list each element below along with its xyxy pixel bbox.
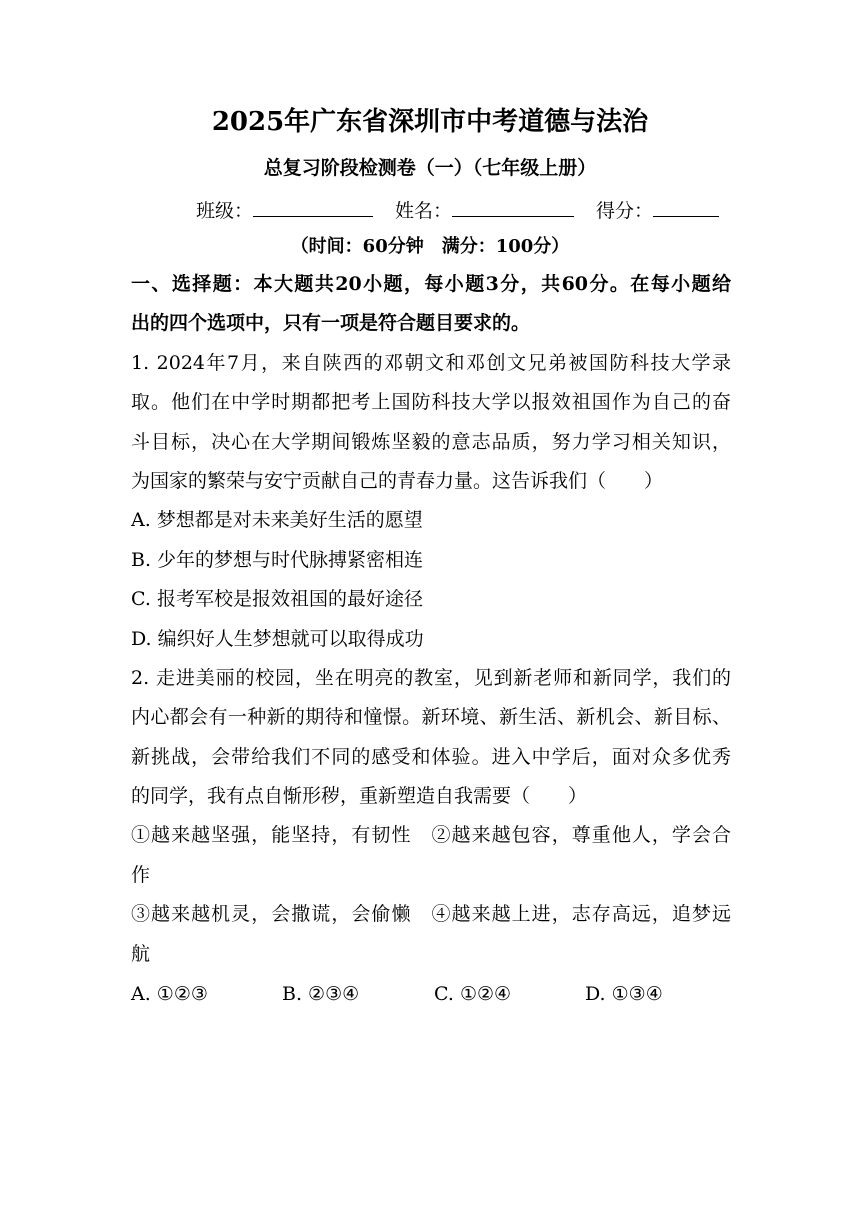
q2-stem-line: 的同学，我有点自惭形秽，重新塑造自我需要（ ）	[131, 785, 588, 808]
q2-option-d[interactable]: D. ①③④	[585, 983, 663, 1005]
exam-title: 2025年广东省深圳市中考道德与法治	[211, 107, 649, 137]
q2-statement-line: 作	[131, 863, 151, 886]
section1-block	[131, 265, 731, 974]
section1-heading-line: 出的四个选项中，只有一项是符合题目要求的。	[131, 312, 531, 335]
section1-heading-line: 一、选择题：本大题共20小题，每小题3分，共60分。在每小题给	[131, 273, 731, 295]
class-blank[interactable]	[253, 194, 373, 217]
class-label: 班级：	[196, 200, 254, 222]
q2-stem-line: 新挑战，会带给我们不同的感受和体验。进入中学后，面对众多优秀	[131, 745, 731, 768]
q2-option-c[interactable]: C. ①②④	[434, 983, 512, 1005]
q2-statement-line: ③越来越机灵，会撒谎，会偷懒 ④越来越上进，志存高远，追梦远	[131, 903, 731, 926]
q2-statement-line: 航	[131, 942, 151, 965]
name-label: 姓名：	[395, 200, 453, 222]
q1-option-a[interactable]: A. 梦想都是对未来美好生活的愿望	[131, 509, 423, 532]
score-label: 得分：	[596, 200, 654, 222]
q2-option-a[interactable]: A. ①②③	[131, 983, 208, 1005]
q2-option-b[interactable]: B. ②③④	[282, 983, 360, 1005]
q2-statement-line: ①越来越坚强，能坚持，有韧性 ②越来越包容，尊重他人，学会合	[131, 824, 731, 847]
q1-stem-line: 取。他们在中学时期都把考上国防科技大学以报效祖国作为自己的奋	[131, 391, 731, 414]
q2-stem-line: 内心都会有一种新的期待和憧憬。新环境、新生活、新机会、新目标、	[131, 706, 731, 729]
q1-stem-line: 为国家的繁荣与安宁贡献自己的青春力量。这告诉我们（ ）	[131, 469, 664, 492]
time-info: （时间：60分钟 满分：100分）	[290, 236, 570, 257]
q2-options-row	[131, 976, 731, 1012]
student-info-row	[196, 194, 736, 224]
exam-subtitle: 总复习阶段检测卷（一）（七年级上册）	[263, 157, 597, 179]
q2-stem-line: 2. 走进美丽的校园，坐在明亮的教室，见到新老师和新同学，我们的	[131, 666, 731, 689]
q1-option-d[interactable]: D. 编织好人生梦想就可以取得成功	[131, 627, 424, 650]
score-blank[interactable]	[653, 194, 719, 217]
q1-option-c[interactable]: C. 报考军校是报效祖国的最好途径	[131, 588, 423, 611]
name-blank[interactable]	[452, 194, 574, 217]
q1-stem-line: 斗目标，决心在大学期间锻炼坚毅的意志品质，努力学习相关知识，	[131, 430, 731, 453]
q1-stem-line: 1. 2024年7月，来自陕西的邓朝文和邓创文兄弟被国防科技大学录	[131, 351, 731, 374]
q1-option-b[interactable]: B. 少年的梦想与时代脉搏紧密相连	[131, 548, 424, 571]
